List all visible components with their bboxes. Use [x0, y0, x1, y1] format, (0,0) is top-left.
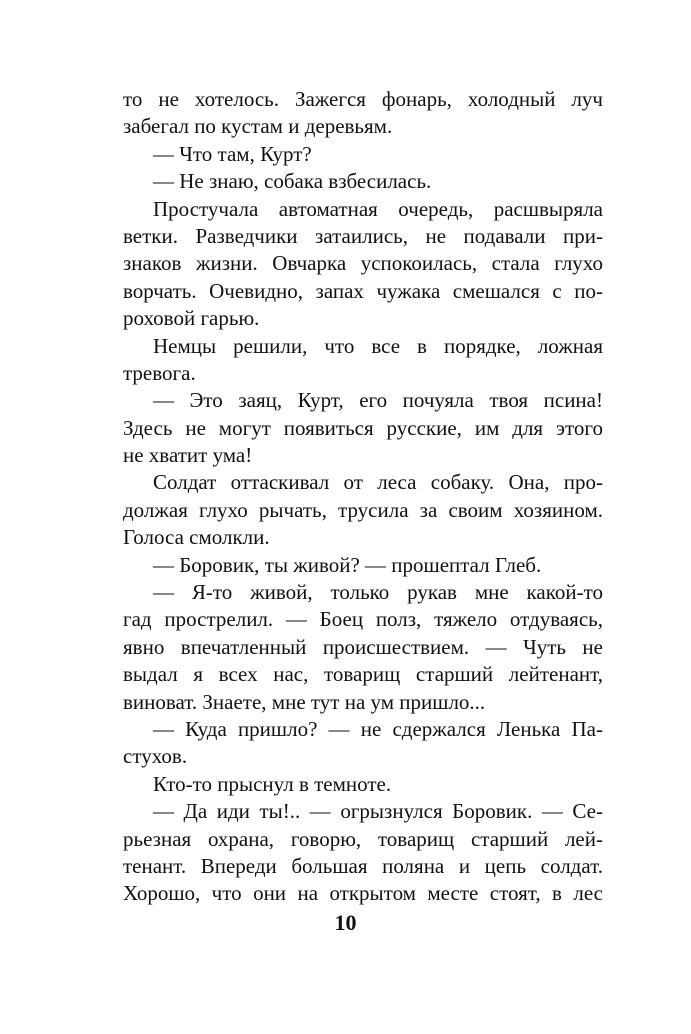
page-number: 10 [334, 910, 357, 935]
text-line: — Я-то живой, только рукав мне какой-то [153, 580, 603, 605]
text-line: — Не знаю, собака взбесилась. [153, 169, 432, 194]
text-line: явно впечатленный происшествием. — Чуть не [123, 634, 603, 659]
text-line: стухов. [123, 744, 188, 769]
text-line: выдал я всех нас, товарищ старший лейтенант, [123, 662, 603, 687]
book-page-text [123, 86, 603, 908]
text-line: должая глухо рычать, трусила за своим хозяином. [123, 497, 603, 522]
text-line: — Боровик, ты живой? — прошептал Глеб. [153, 552, 542, 577]
text-line: Кто-то прыснул в темноте. [153, 771, 392, 796]
text-line: Голоса смолкли. [123, 525, 270, 550]
text-line: тенант. Впереди большая поляна и цепь солдат. [123, 853, 603, 878]
text-line: ветки. Разведчики затаились, не подавали при- [123, 223, 603, 248]
text-line: Хорошо, что они на открытом месте стоят, в лес [123, 881, 603, 906]
text-line: не хватит ума! [123, 443, 253, 468]
text-line: Простучала автоматная очередь, расшвыряла [153, 196, 603, 221]
text-line: роховой гарью. [123, 306, 260, 331]
text-line: — Куда пришло? — не сдержался Ленька Па- [153, 716, 603, 741]
text-line: — Что там, Курт? [153, 141, 312, 166]
text-line: Здесь не могут появиться русские, им для этого [123, 415, 603, 440]
text-line: рьезная охрана, говорю, товарищ старший лей- [123, 826, 603, 851]
text-line: Солдат оттаскивал от леса собаку. Она, про- [153, 470, 603, 495]
text-line: — Это заяц, Курт, его почуяла твоя псина! [153, 388, 603, 413]
text-line: виноват. Знаете, мне тут на ум пришло... [123, 689, 486, 714]
text-line: ворчать. Очевидно, запах чужака смешался с по- [123, 278, 603, 303]
text-line: тревога. [123, 360, 196, 385]
text-line: знаков жизни. Овчарка успокоилась, стала глухо [123, 251, 603, 276]
text-line: гад прострелил. — Боец полз, тяжело отдуваясь, [123, 607, 603, 632]
text-line: забегал по кустам и деревьям. [123, 114, 393, 139]
text-line: Немцы решили, что все в порядке, ложная [153, 333, 603, 358]
text-line: то не хотелось. Зажегся фонарь, холодный луч [123, 87, 603, 111]
text-line: — Да иди ты!.. — огрызнулся Боровик. — Се- [153, 799, 603, 824]
